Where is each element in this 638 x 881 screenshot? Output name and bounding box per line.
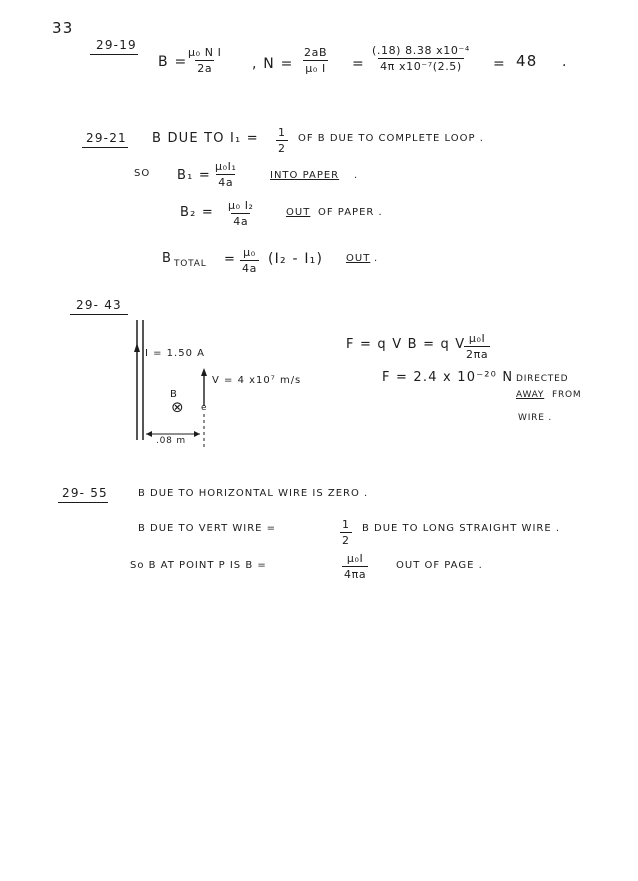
direction-note-1: DIRECTED [516, 374, 569, 384]
n-separator: , N = [252, 56, 294, 72]
n-numerator: 2aB [304, 46, 328, 59]
btotal-b: B [162, 251, 173, 266]
btotal-numerator: μ₀ [243, 246, 256, 259]
problem-label-29-43: 29- 43 [76, 298, 122, 312]
p2-line1-start: B DUE TO I₁ = [152, 131, 259, 146]
b2-direction-out: OUT [286, 207, 311, 218]
b-field-label: B [170, 389, 178, 400]
b2-lhs: B₂ = [180, 205, 214, 220]
btotal-rhs: (I₂ - I₁) [268, 251, 324, 267]
distance-arrow-left-icon [146, 431, 152, 437]
half-numerator: 1 [278, 126, 286, 139]
b2-direction-rest: OF PAPER . [318, 207, 383, 218]
n-denominator: μ₀ I [305, 62, 326, 75]
b1-direction: INTO PAPER [270, 170, 340, 181]
distance-label: .08 m [156, 436, 186, 446]
force-value: F = 2.4 x 10⁻²⁰ N [382, 370, 514, 385]
direction-note-wire: WIRE . [518, 413, 553, 423]
current-label: I = 1.50 A [145, 348, 205, 359]
b1-denominator: 4a [218, 176, 234, 189]
equals-1: = [352, 56, 365, 72]
b2-numerator: μ₀ I₂ [228, 199, 254, 212]
btotal-equals: = [224, 252, 237, 267]
equals-2: = [493, 56, 506, 72]
half-denominator: 2 [278, 142, 286, 155]
p4-b-fraction [342, 552, 368, 581]
p4-half-denominator: 2 [342, 534, 350, 547]
force-fraction [464, 332, 490, 361]
btotal-denominator: 4a [242, 262, 257, 275]
b-numerator: μ₀ N I [188, 46, 222, 59]
value-denominator: 4π x10⁻⁷(2.5) [380, 60, 462, 73]
field-into-page-icon: ⊗ [171, 398, 185, 416]
b1-lhs: B₁ = [177, 168, 211, 183]
p2-line1-end: OF B DUE TO COMPLETE LOOP . [298, 133, 484, 144]
btotal-subscript: TOTAL [174, 259, 207, 269]
so-word: SO [134, 168, 151, 179]
p4-line2-start: B DUE TO VERT WIRE = [138, 523, 277, 534]
force-equation: F = q V B = q V [346, 337, 466, 352]
page-number: 33 [52, 19, 74, 37]
problem-label-29-21: 29-21 [86, 131, 127, 145]
b-denominator: 2a [197, 62, 213, 75]
result-value: 48 [516, 52, 538, 70]
direction-note-away: AWAY [516, 390, 545, 400]
trailing-dot: . [562, 54, 568, 70]
label-underline [58, 502, 108, 503]
p4-half-numerator: 1 [342, 518, 350, 531]
force-numerator: μ₀I [468, 332, 486, 345]
value-numerator: (.18) 8.38 x10⁻⁴ [372, 44, 470, 57]
force-denominator: 2πa [466, 348, 489, 361]
current-arrow-icon [134, 343, 140, 352]
direction-note-from: FROM [552, 390, 582, 400]
electron-label: e [201, 403, 208, 413]
p4-line2-end: B DUE TO LONG STRAIGHT WIRE . [362, 523, 561, 534]
p4-b-numerator: μ₀I [346, 552, 364, 565]
p4-half-fraction [340, 518, 352, 547]
b1-dot: . [354, 170, 359, 181]
p4-b-denominator: 4πa [344, 568, 367, 581]
p4-line1: B DUE TO HORIZONTAL WIRE IS ZERO . [138, 488, 369, 499]
b2-denominator: 4a [233, 215, 249, 228]
problem-label-29-55: 29- 55 [62, 486, 108, 500]
b-lhs: B = [158, 54, 188, 70]
p4-line3-start: So B AT POINT P IS B = [130, 560, 267, 571]
btotal-direction: OUT [346, 253, 371, 264]
velocity-arrow-icon [201, 368, 207, 376]
problem-label-29-19: 29-19 [96, 38, 137, 52]
b1-numerator: μ₀I₁ [215, 160, 237, 173]
velocity-label: V = 4 x10⁷ m/s [212, 375, 302, 386]
btotal-dot: . [374, 253, 379, 264]
p4-line3-end: OUT OF PAGE . [396, 560, 483, 571]
distance-arrow-right-icon [194, 431, 200, 437]
